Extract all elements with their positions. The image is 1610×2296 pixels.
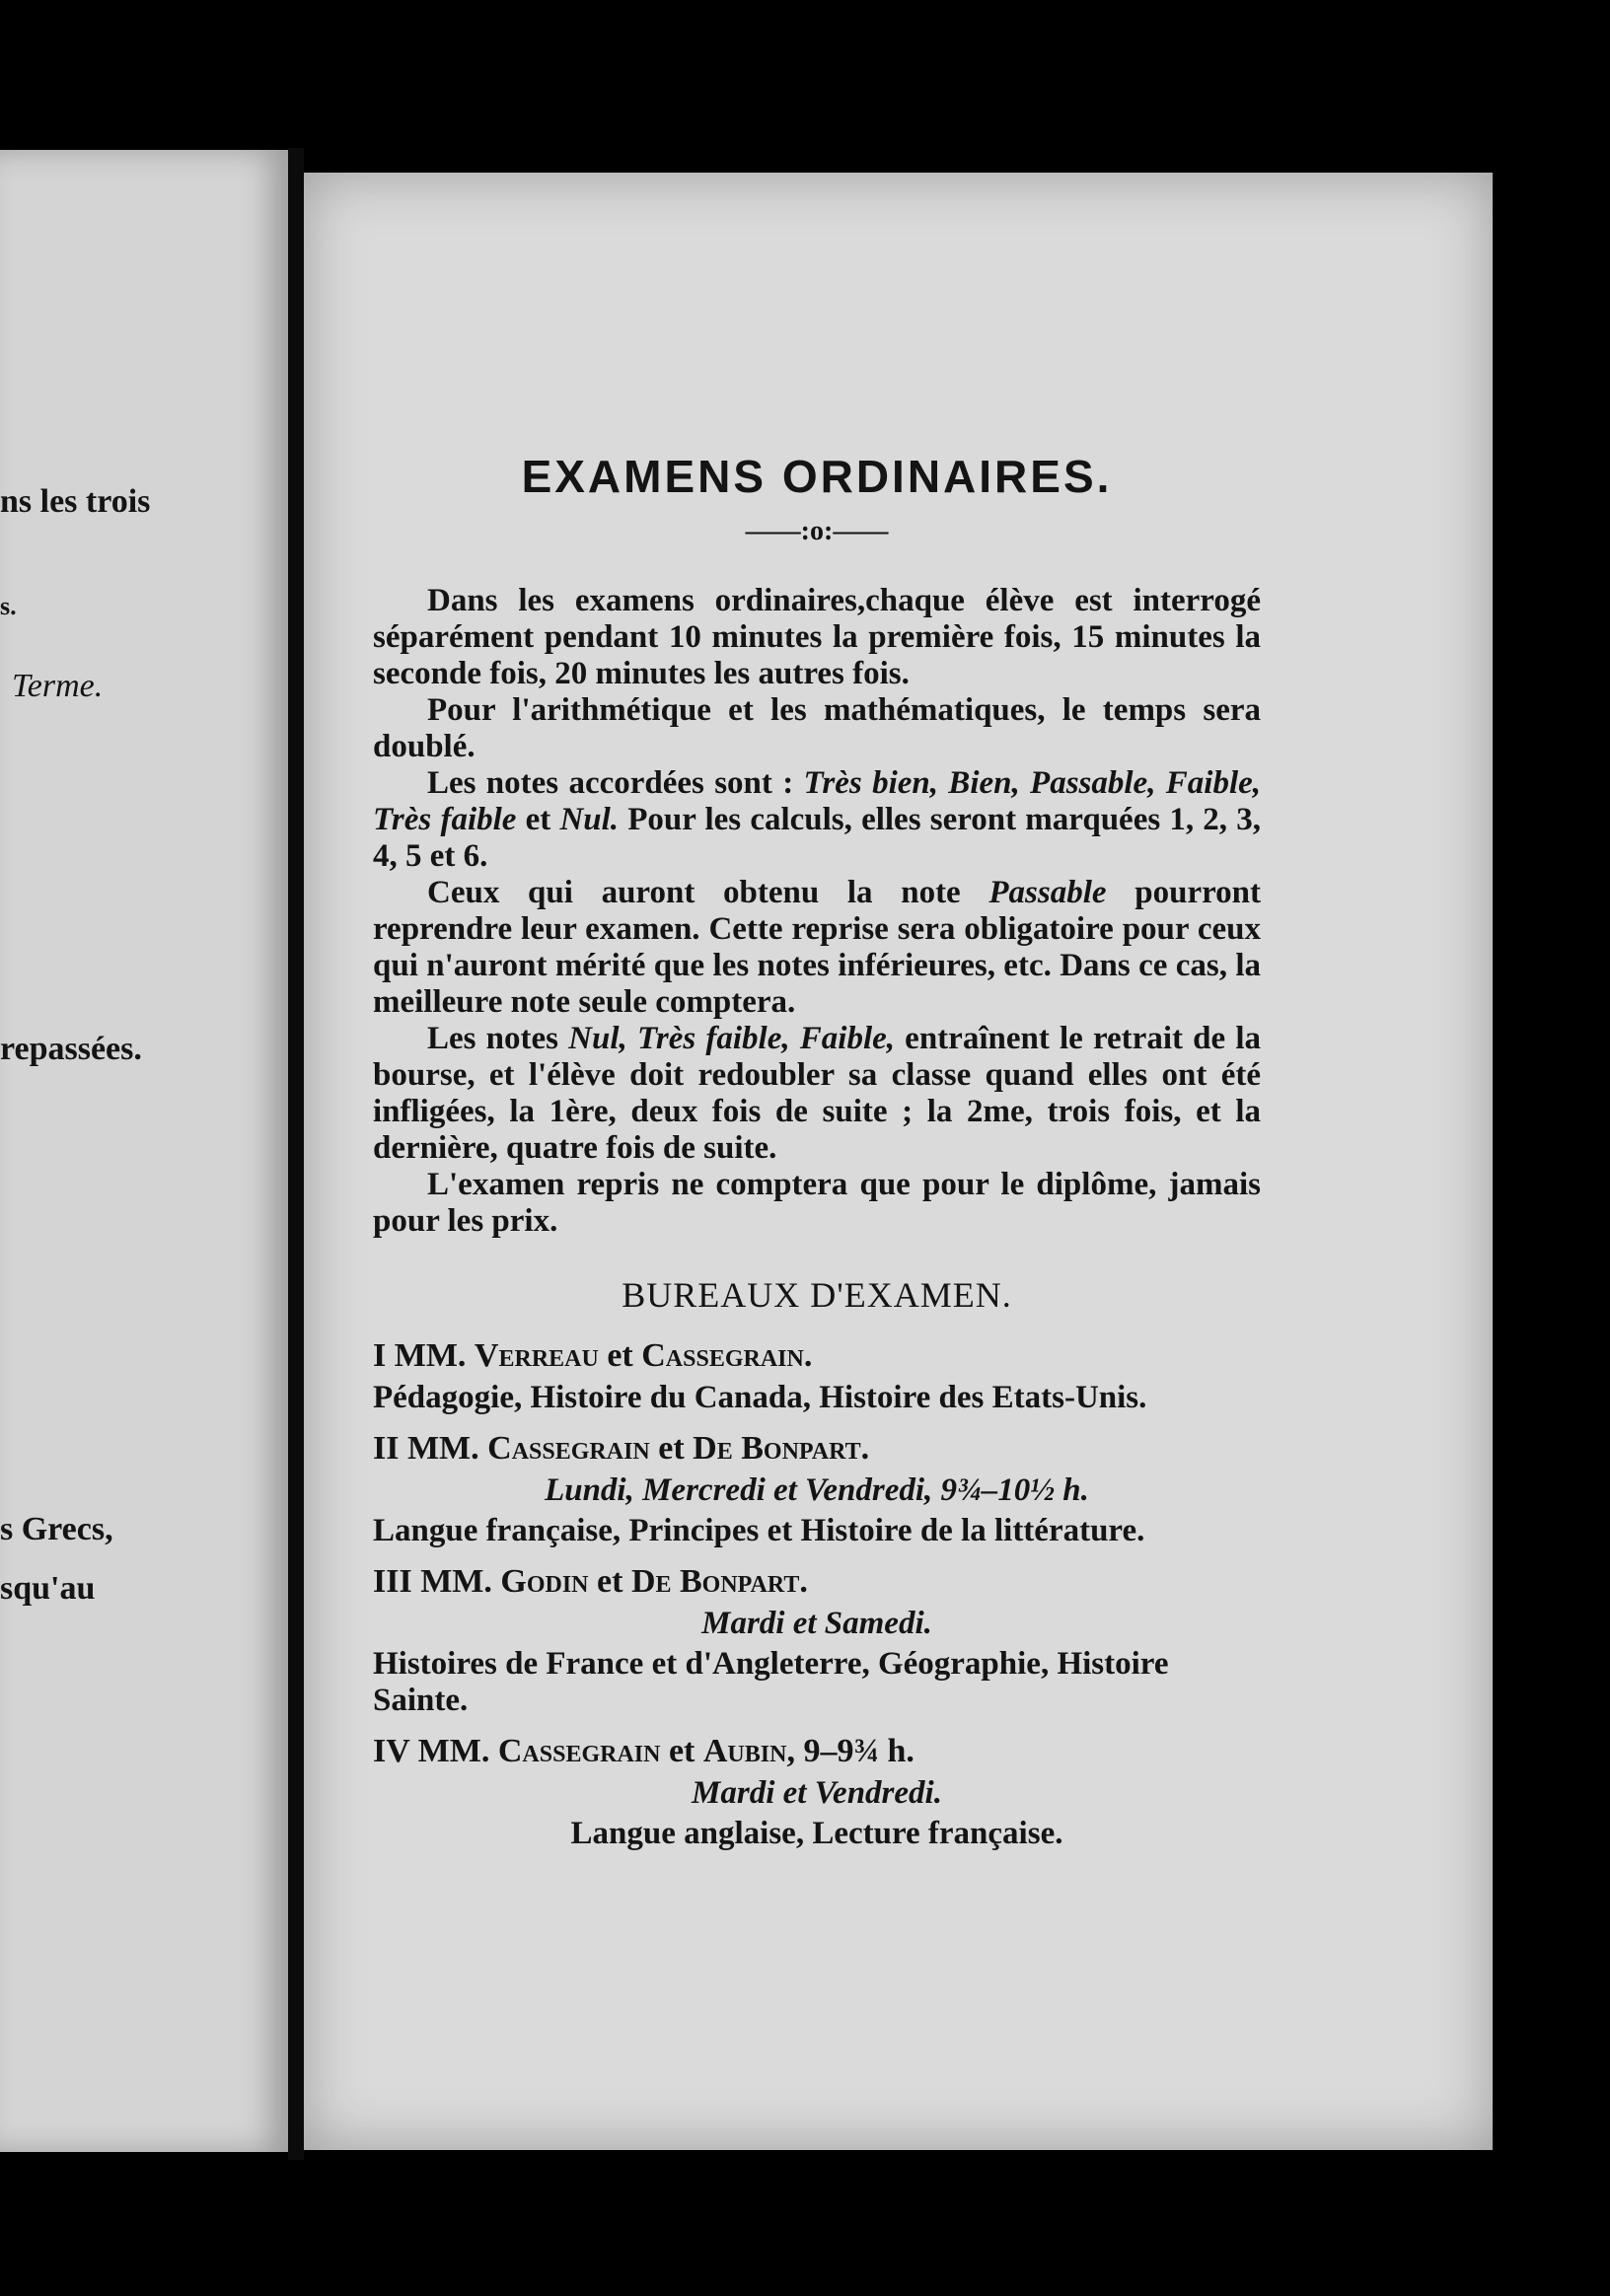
examiner-name: Verreau <box>474 1337 599 1374</box>
bureau-header <box>373 1430 1261 1467</box>
bureau-numeral: IV <box>373 1733 410 1769</box>
text-segment: L'examen repris ne comptera que pour le diplôme, jamais pour les prix. <box>373 1167 1261 1239</box>
rule-paragraph <box>373 765 1261 875</box>
bureau-time: 9–9¾ h. <box>803 1733 915 1769</box>
left-text-fragment: squ'au <box>0 1570 96 1607</box>
rule-paragraph <box>373 875 1261 1021</box>
text-segment: Pour les calculs, elles seront marquées 1, 2, 3, 4, 5 et 6. <box>373 802 1261 874</box>
bureau-subjects: Langue anglaise, Lecture française. <box>570 1816 1063 1851</box>
text-segment: Dans les examens ordinaires,chaque élève est interrogé séparément pendant 10 minutes la première fois, 15 minutes la seconde fois, 20 minutes les autres fois. <box>373 583 1261 691</box>
bureaux-list <box>373 1337 1261 1852</box>
left-text-fragment: s Grecs, <box>0 1511 113 1547</box>
examiner-name: De Bonpart. <box>693 1430 870 1467</box>
bureau-schedule: Lundi, Mercredi et Vendredi, 9¾–10½ h. <box>545 1472 1089 1508</box>
examiner-name: Aubin, <box>702 1733 795 1769</box>
examiner-name: Cassegrain <box>487 1430 650 1467</box>
bureau-subjects: Pédagogie, Histoire du Canada, Histoire des Etats-Unis. <box>373 1380 1147 1415</box>
bureau-numeral: I <box>373 1337 387 1374</box>
rules-section <box>373 583 1261 1240</box>
page-content <box>373 451 1262 1862</box>
bureau-conjunction: et <box>668 1733 695 1769</box>
bureau-mm: MM. <box>406 1430 479 1467</box>
bureaux-heading: BUREAUX D'EXAMEN. <box>622 1275 1012 1315</box>
rule-paragraph <box>373 583 1261 692</box>
text-segment: Les notes <box>427 1021 569 1056</box>
bureau-header <box>373 1563 1261 1600</box>
bureau-numeral: II <box>373 1430 400 1467</box>
bureau-header <box>373 1337 1261 1374</box>
italic-segment: Nul, Très faible, Faible, <box>568 1021 896 1056</box>
bureau-mm: MM. <box>417 1733 490 1769</box>
page-title: EXAMENS ORDINAIRES. <box>521 451 1113 502</box>
text-segment: entraînent le retrait de la bourse, et l'élève doit redoubler sa classe quand elles ont été infligées, la 1ère, deux fois de suite ; la 2me, trois fois, et la dernière, quatre fois de suite. <box>373 1021 1261 1166</box>
title-divider: ——:o:—— <box>745 516 889 546</box>
examiner-name: Cassegrain <box>497 1733 661 1769</box>
bureau-mm: MM. <box>394 1337 467 1374</box>
italic-segment: Très bien, Bien, Passable, Faible, Très faible <box>373 765 1262 837</box>
text-segment: et <box>516 802 560 837</box>
page-gutter <box>288 148 304 2160</box>
bureau-conjunction: et <box>607 1337 633 1374</box>
bureau-conjunction: et <box>597 1563 623 1600</box>
text-segment: Pour l'arithmétique et les mathématiques, le temps sera doublé. <box>373 692 1261 764</box>
bureau-numeral: III <box>373 1563 412 1600</box>
text-segment: Ceux qui auront obtenu la note <box>427 875 989 910</box>
rule-paragraph <box>373 692 1261 765</box>
left-text-fragment: ns les trois <box>0 483 151 520</box>
main-page <box>304 173 1493 2150</box>
left-text-fragment: repassées. <box>0 1031 142 1067</box>
left-text-fragment: Terme. <box>12 668 104 704</box>
italic-segment: Nul. <box>559 802 620 837</box>
bureau-subjects: Histoires de France et d'Angleterre, Géographie, Histoire Sainte. <box>373 1646 1169 1718</box>
rule-paragraph <box>373 1021 1261 1167</box>
bureau-conjunction: et <box>658 1430 685 1467</box>
bureau-mm: MM. <box>420 1563 492 1600</box>
bureau-schedule: Mardi et Samedi. <box>701 1606 932 1641</box>
bureau-schedule: Mardi et Vendredi. <box>692 1775 942 1811</box>
examiner-name: Godin <box>500 1563 589 1600</box>
bureau-header <box>373 1733 1261 1769</box>
text-segment: Les notes accordées sont : <box>427 765 804 801</box>
left-text-fragment: s. <box>0 592 17 620</box>
examiner-name: Cassegrain. <box>641 1337 813 1374</box>
text-segment: pourront reprendre leur examen. Cette reprise sera obligatoire pour ceux qui n'auront mérité que les notes inférieures, etc. Dans ce cas, la meilleure note seule comptera. <box>373 875 1261 1020</box>
bureau-subjects: Langue française, Principes et Histoire de la littérature. <box>373 1513 1145 1548</box>
italic-segment: Passable <box>988 875 1107 910</box>
rule-paragraph <box>373 1167 1261 1240</box>
left-page-fragment <box>0 150 288 2152</box>
examiner-name: De Bonpart. <box>630 1563 808 1600</box>
